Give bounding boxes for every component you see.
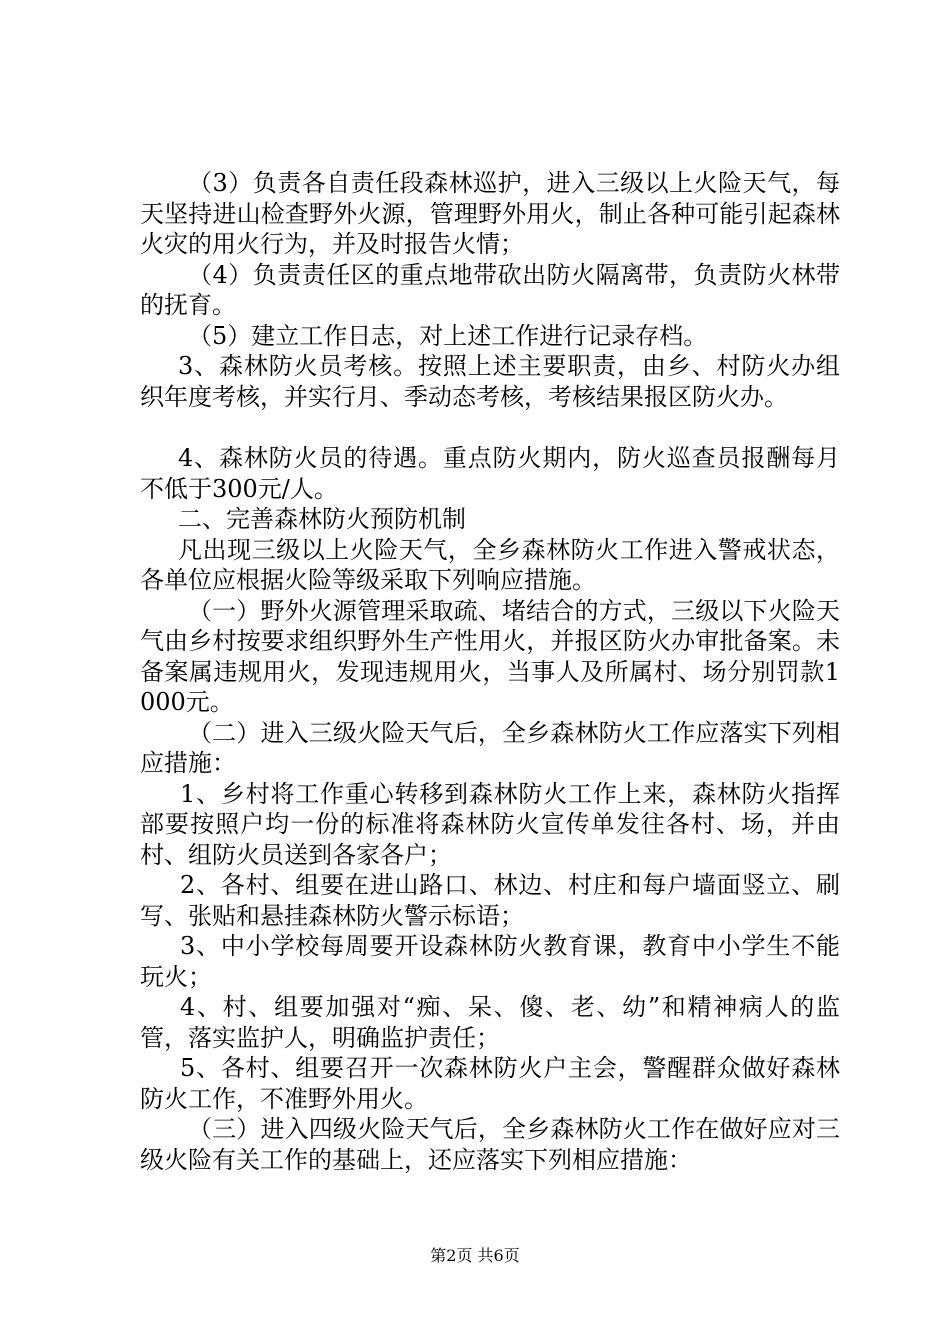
paragraph-item-2: 2、各村、组要在进山路口、林边、村庄和每户墙面竖立、刷写、张贴和悬挂森林防火警示标语； [140, 871, 840, 930]
paragraph-item-5: 5、各村、组要召开一次森林防火户主会，警醒群众做好森林防火工作，不准野外用火。 [140, 1054, 840, 1113]
paragraph-measure-3: （三）进入四级火险天气后，全乡森林防火工作在做好应对三级火险有关工作的基础上，还应落实下列相应措施： [140, 1115, 840, 1174]
paragraph-intro: 凡出现三级以上火险天气，全乡森林防火工作进入警戒状态，各单位应根据火险等级采取下列响应措施。 [140, 535, 840, 594]
paragraph-measure-2: （二）进入三级火险天气后，全乡森林防火工作应落实下列相应措施： [140, 718, 840, 777]
paragraph-item-3: 3、中小学校每周要开设森林防火教育课，教育中小学生不能玩火； [140, 932, 840, 991]
paragraph-assessment: 3、森林防火员考核。按照上述主要职责，由乡、村防火办组织年度考核，并实行月、季动态考核，考核结果报区防火办。 [140, 352, 840, 411]
page-number-footer: 第2页 共6页 [430, 1246, 520, 1265]
paragraph-duty-4: （4）负责责任区的重点地带砍出防火隔离带，负责防火林带的抚育。 [140, 260, 840, 319]
section-heading: 二、完善森林防火预防机制 [178, 505, 466, 533]
paragraph-duty-5: （5）建立工作日志，对上述工作进行记录存档。 [188, 321, 708, 350]
paragraph-measure-1: （一）野外火源管理采取疏、堵结合的方式，三级以下火险天气由乡村按要求组织野外生产性用火，并报区防火办审批备案。未备案属违规用火，发现违规用火，当事人及所属村、场分别罚款1000元。 [140, 596, 840, 716]
paragraph-item-4: 4、村、组要加强对“痴、呆、傻、老、幼”和精神病人的监管，落实监护人，明确监护责任； [140, 993, 840, 1052]
document-body [140, 168, 840, 1175]
paragraph-item-1: 1、乡村将工作重心转移到森林防火工作上来，森林防火指挥部要按照户均一份的标准将森林防火宣传单发往各村、场，并由村、组防火员送到各家各户； [140, 779, 840, 869]
paragraph-duty-3: （3）负责各自责任段森林巡护，进入三级以上火险天气，每天坚持进山检查野外火源，管理野外用火，制止各种可能引起森林火灾的用火行为，并及时报告火情； [140, 169, 840, 258]
paragraph-compensation: 4、森林防火员的待遇。重点防火期内，防火巡查员报酬每月不低于300元/人。 [140, 444, 840, 503]
